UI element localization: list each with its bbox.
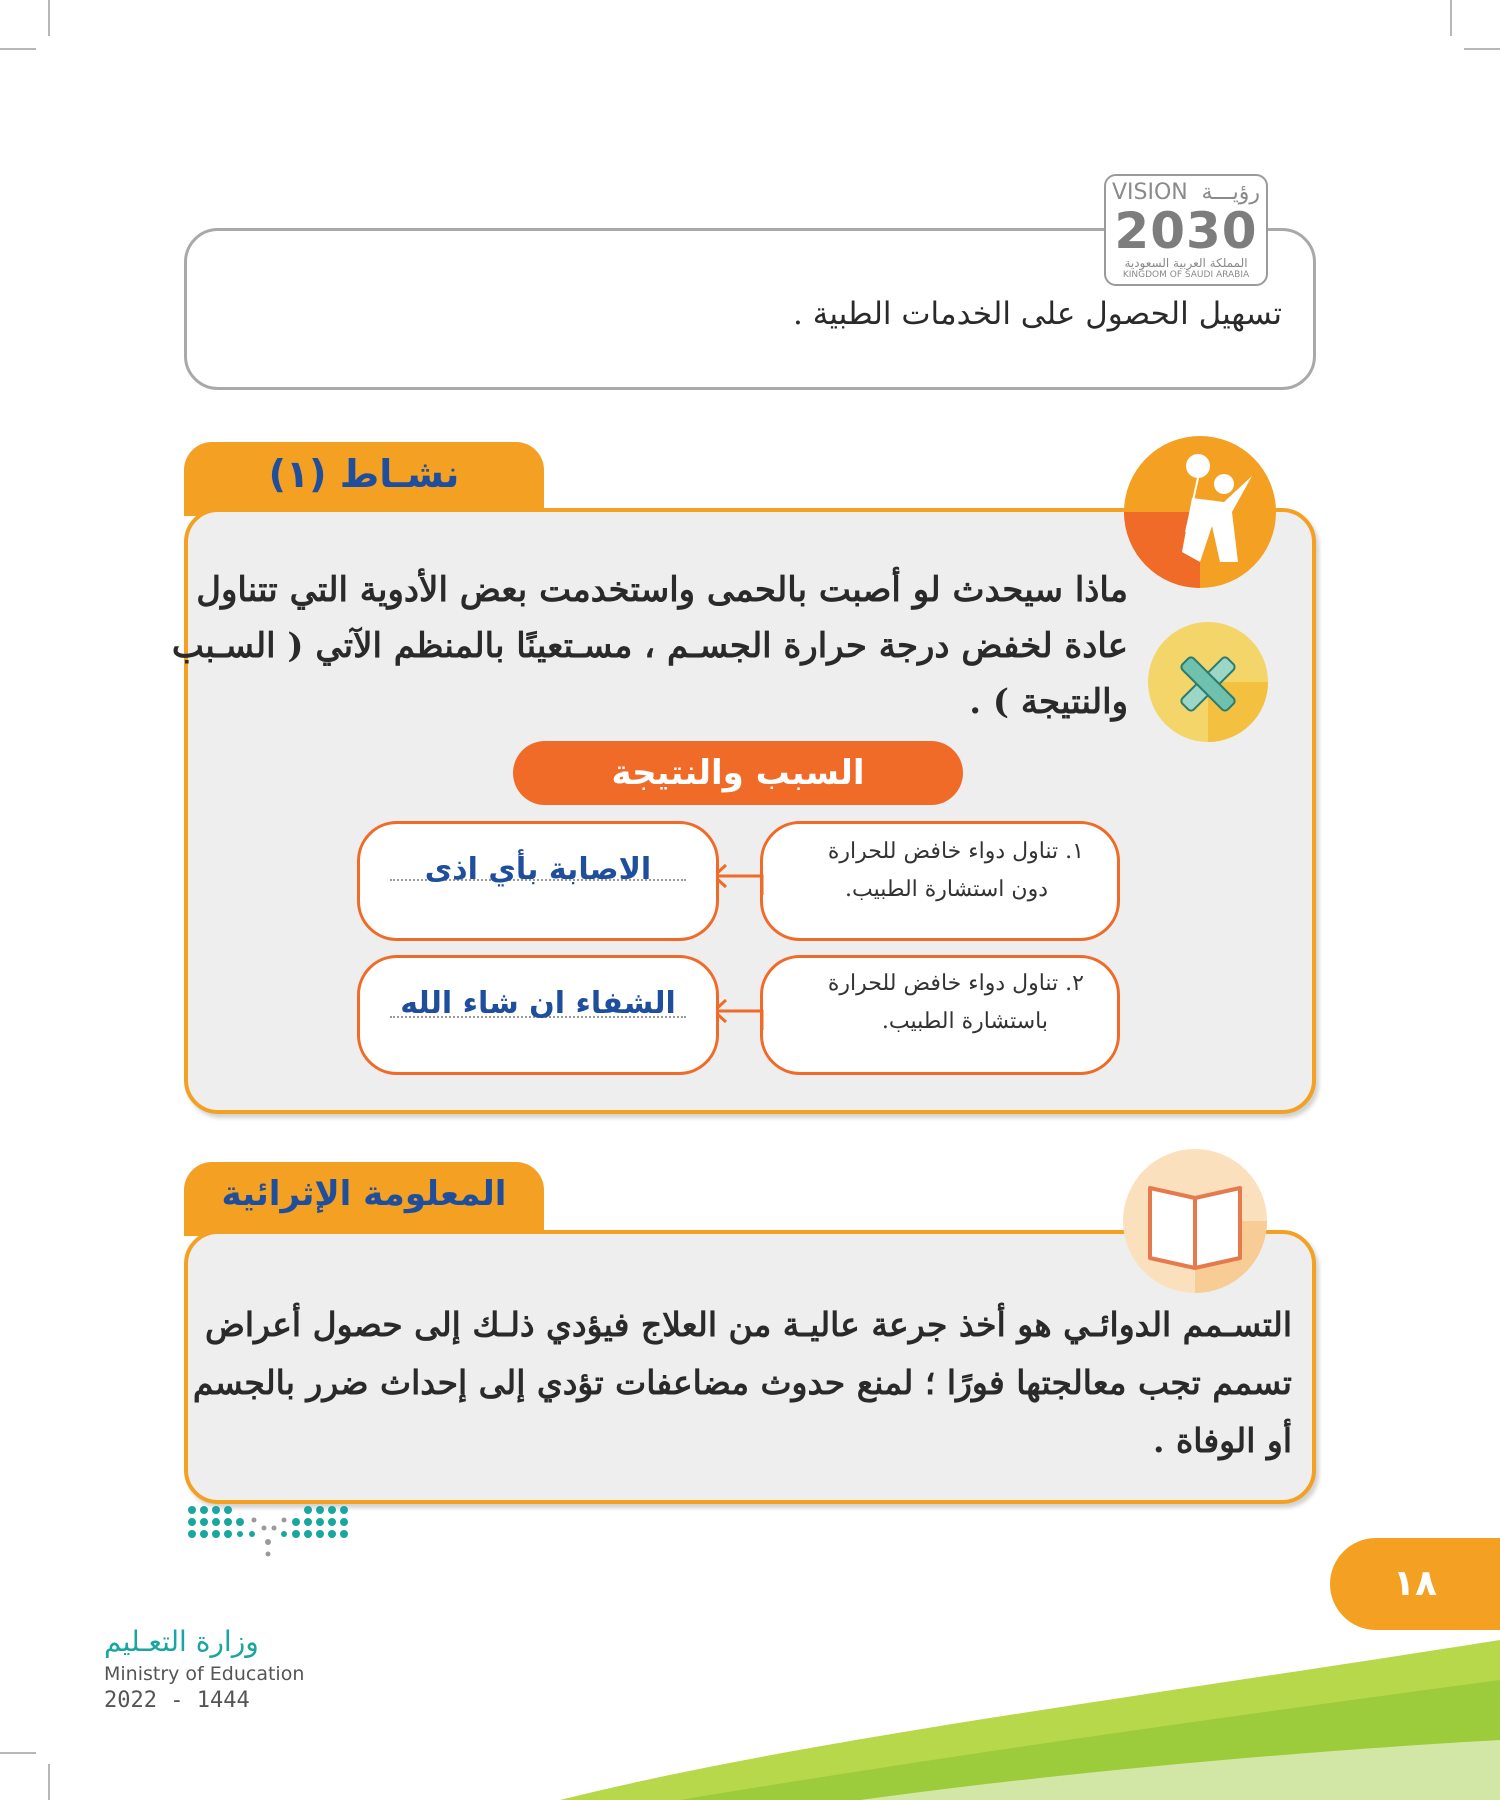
enrichment-title: المعلومة الإثرائية	[221, 1174, 507, 1214]
crop-mark	[1450, 0, 1452, 36]
enrichment-text: التسـمم الدوائـي هو أخذ جرعة عاليـة من العلاج فيؤدي ذلـك إلى حصول أعراض تسمم تجب معالجتها فورًا ؛ لمنع حدوث مضاعفات تؤدي إلى إحداث ضرر بالجسم أو الوفاة .	[192, 1305, 1292, 1460]
ministry-year: 2022 - 1444	[104, 1688, 250, 1713]
crop-mark	[48, 0, 50, 36]
vision-kingdom-ar: المملكة العربية السعودية	[1124, 256, 1248, 270]
ministry-name-en: Ministry of Education	[104, 1663, 305, 1685]
page-number: ١٨	[1330, 1538, 1500, 1630]
vision-year: 2030	[1114, 202, 1258, 260]
crop-mark	[48, 1764, 50, 1800]
ministry-name-ar: وزارة التعـليم	[104, 1625, 259, 1658]
activity-question: ماذا سيحدث لو أصبت بالحمى واستخدمت بعض الأدوية التي تتناول عادة لخفض درجة حرارة الجسـم ، مسـتعينًا بالمنظم الآتي ( السـبب والنتيجة ) .	[171, 570, 1128, 722]
organizer-title: السبب والنتيجة	[513, 741, 963, 805]
vision-2030-logo	[1104, 174, 1268, 286]
pencil-icon	[1146, 620, 1270, 744]
effect-text: الاصابة بأي اذى	[424, 852, 652, 887]
cause-line: باستشارة الطبيب.	[881, 1009, 1048, 1034]
activity-title: نشـاط (١)	[268, 452, 460, 496]
crop-mark	[0, 1752, 36, 1754]
ministry-dots-logo	[184, 1500, 356, 1610]
book-icon	[1120, 1146, 1270, 1296]
vision-arabic-word: رؤيـــة	[1201, 180, 1260, 205]
cause-text	[780, 833, 1084, 909]
cause-line: دون استشارة الطبيب.	[845, 877, 1048, 902]
cause-line: ٢. تناول دواء خافض للحرارة	[827, 971, 1084, 996]
crop-mark	[0, 48, 36, 50]
effect-text: الشفاء ان شاء الله	[400, 986, 676, 1021]
cause-text	[780, 965, 1084, 1041]
green-swoosh-decoration	[560, 1640, 1500, 1800]
objective-text: تسهيل الحصول على الخدمات الطبية .	[792, 296, 1282, 332]
vision-word: VISION	[1112, 180, 1188, 205]
vision-kingdom-en: KINGDOM OF SAUDI ARABIA	[1122, 270, 1250, 280]
cause-line: ١. تناول دواء خافض للحرارة	[827, 839, 1084, 864]
crop-mark	[1464, 48, 1500, 50]
activity-badge-icon	[1120, 432, 1280, 592]
